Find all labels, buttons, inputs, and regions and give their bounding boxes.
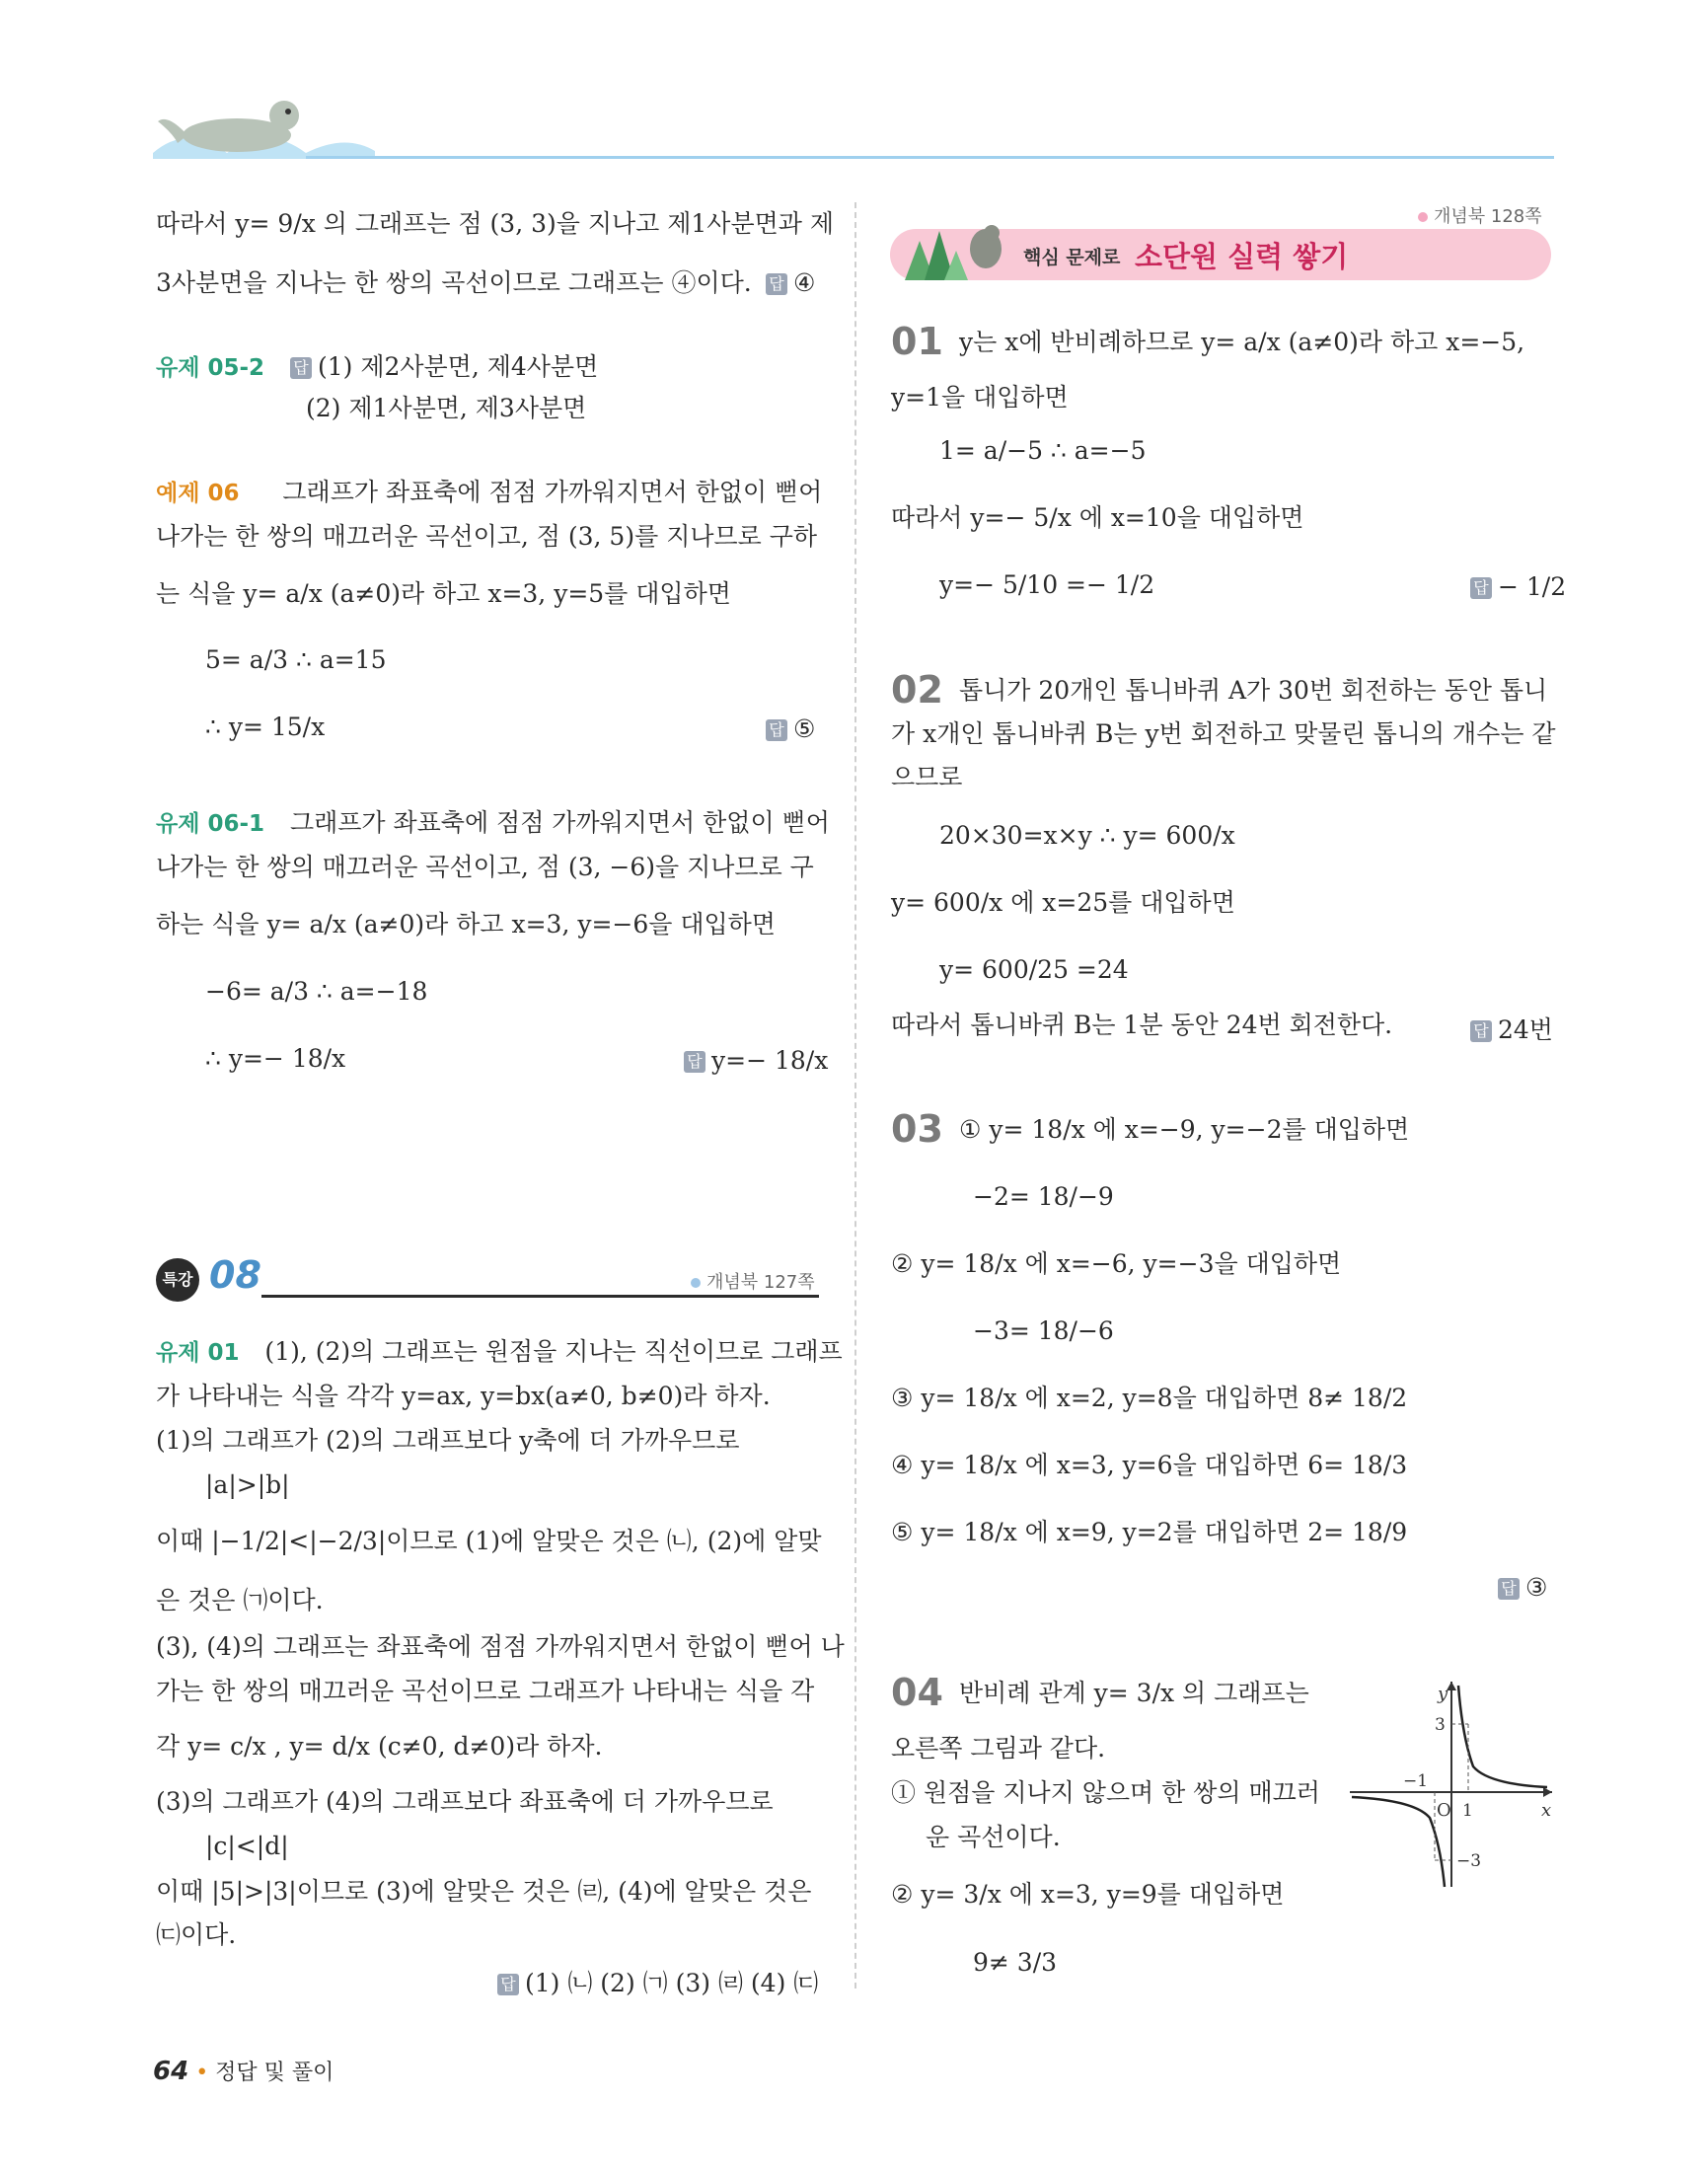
q01-line-2: (1)의 그래프가 (2)의 그래프보다 y축에 더 가까우므로 (156, 1426, 740, 1455)
ex06-line-3: 는 식을 y= a/x (a≠0)라 하고 x=3, y=5를 대입하면 (156, 579, 731, 608)
p03-line-2: ② y= 18/x 에 x=−6, y=−3을 대입하면 (891, 1249, 1342, 1278)
tree-bird-icon (895, 211, 1013, 282)
answer-icon: 답 (1470, 1020, 1492, 1042)
q01-line-8: 각 y= c/x , y= d/x (c≠0, d≠0)라 하자. (156, 1732, 603, 1761)
answer-p01: 답 − 1/2 (1470, 572, 1566, 601)
p04-line-4: 운 곡선이다. (926, 1823, 1061, 1851)
intro-line-2: 3사분면을 지나는 한 쌍의 곡선이므로 그래프는 ④이다. (156, 268, 752, 297)
answer-icon: 답 (766, 719, 787, 741)
answer-icon: 답 (497, 1974, 519, 1995)
page-number: 64 (153, 2057, 189, 2086)
p01-line-5: y=− 5/10 =− 1/2 (939, 570, 1155, 599)
p01-line-4: 따라서 y=− 5/x 에 x=10을 대입하면 (891, 503, 1304, 532)
q01-line-1: 가 나타내는 식을 각각 y=ax, y=bx(a≠0, b≠0)라 하자. (156, 1382, 771, 1410)
column-divider (854, 202, 856, 1988)
ref-dot-icon (1418, 212, 1428, 222)
answer-intro: 답 ④ (766, 268, 815, 297)
p02-line-2: 가 x개인 톱니바퀴 B는 y번 회전하고 맞물린 톱니의 개수는 같 (891, 719, 1556, 748)
q01-line-5: 은 것은 ㈀이다. (156, 1586, 324, 1614)
answer-q01: 답 (1) ㈁ (2) ㈀ (3) ㈃ (4) ㈂ (497, 1964, 818, 1999)
answer-icon: 답 (290, 357, 312, 379)
q0502-line-1: 유제 05-2 답 (1) 제2사분면, 제4사분면 (156, 352, 599, 381)
graph-tick-1: 1 (1462, 1801, 1473, 1821)
p03-line-0: ① y= 18/x 에 x=−9, y=−2를 대입하면 (959, 1115, 1410, 1144)
graph-origin-label: O (1437, 1800, 1451, 1821)
p03-line-6: ⑤ y= 18/x 에 x=9, y=2를 대입하면 2= 18/9 (891, 1518, 1408, 1546)
header-decoration (148, 94, 1559, 163)
page-footer (153, 2056, 334, 2086)
q01-line-9: (3)의 그래프가 (4)의 그래프보다 좌표축에 더 가까우므로 (156, 1787, 774, 1816)
p03-line-3: −3= 18/−6 (973, 1316, 1114, 1345)
q01-line-0: 유제 01 (1), (2)의 그래프는 원점을 지나는 직선이므로 그래프 (156, 1337, 843, 1366)
p04-line-5: ② y= 3/x 에 x=3, y=9를 대입하면 (891, 1880, 1285, 1909)
q01-line-3: |a|>|b| (205, 1470, 290, 1499)
q01-line-11: 이때 |5|>|3|이므로 (3)에 알맞은 것은 ㈃, (4)에 알맞은 것은 (156, 1877, 812, 1906)
ex06-line-5: ∴ y= 15/x (205, 713, 326, 741)
p02-line-6: y= 600/25 =24 (939, 955, 1129, 984)
q0502-line-2: (2) 제1사분면, 제3사분면 (306, 394, 587, 422)
answer-p03: 답 ③ (1498, 1573, 1547, 1602)
section-ref: 개념북 128쪽 (1418, 202, 1542, 228)
p03-line-5: ④ y= 18/x 에 x=3, y=6을 대입하면 6= 18/3 (891, 1451, 1408, 1479)
q0601-line-4: −6= a/3 ∴ a=−18 (205, 977, 428, 1006)
ex06-line-4: 5= a/3 ∴ a=15 (205, 645, 387, 674)
lecture-ref: 개념북 127쪽 (691, 1268, 815, 1294)
problem-03-number: 03 (891, 1107, 943, 1151)
q01-line-4: 이때 |−1/2|<|−2/3|이므로 (1)에 알맞은 것은 ㈁, (2)에 알맞 (156, 1527, 822, 1555)
ref-dot-icon (691, 1278, 701, 1288)
graph-x-label: x (1541, 1800, 1552, 1821)
problem-01-number: 01 (891, 320, 943, 363)
q0601-line-1: 유제 06-1 그래프가 좌표축에 점점 가까워지면서 한없이 뻗어 (156, 808, 830, 837)
p01-line-2: y=1을 대입하면 (891, 383, 1069, 412)
p04-line-3: ① 원점을 지나지 않으며 한 쌍의 매끄러 (891, 1778, 1320, 1807)
ex06-label: 예제 06 (156, 481, 240, 506)
intro-line-1: 따라서 y= 9/x 의 그래프는 점 (3, 3)을 지나고 제1사분면과 제 (156, 209, 834, 238)
p02-line-3: 으므로 (891, 763, 963, 791)
graph-tick-neg3: −3 (1456, 1851, 1482, 1871)
answer-q0601: 답 y=− 18/x (684, 1046, 828, 1075)
answer-p02: 답 24번 (1470, 1011, 1553, 1046)
problem-04-number: 04 (891, 1671, 943, 1714)
p01-line-3: 1= a/−5 ∴ a=−5 (939, 436, 1147, 465)
p04-line-6: 9≠ 3/3 (973, 1948, 1058, 1977)
graph-y-label: y (1438, 1684, 1448, 1704)
footer-dot-icon: • (195, 2061, 209, 2085)
q0601-label: 유제 06-1 (156, 811, 264, 837)
answer-icon: 답 (1498, 1578, 1520, 1600)
p03-line-4: ③ y= 18/x 에 x=2, y=8을 대입하면 8≠ 18/2 (891, 1384, 1408, 1412)
problem-02-number: 02 (891, 668, 943, 712)
ex06-line-1: 예제 06 그래프가 좌표축에 점점 가까워지면서 한없이 뻗어 (156, 478, 823, 506)
q01-label: 유제 01 (156, 1340, 240, 1366)
q0601-line-5: ∴ y=− 18/x (205, 1044, 346, 1073)
q0601-line-3: 하는 식을 y= a/x (a≠0)라 하고 x=3, y=−6을 대입하면 (156, 910, 776, 938)
hyperbola-graph (1350, 1678, 1559, 1890)
lecture-number: 08 (209, 1253, 261, 1297)
banner-title: 소단원 실력 쌓기 (1135, 240, 1349, 273)
footer-title: 정답 및 풀이 (215, 2061, 334, 2085)
q01-line-12: ㈂이다. (156, 1920, 237, 1949)
p04-line-1: 반비례 관계 y= 3/x 의 그래프는 (959, 1679, 1309, 1707)
lecture-badge: 특강 (156, 1258, 199, 1302)
banner-prefix: 핵심 문제로 (1023, 247, 1121, 268)
p03-line-1: −2= 18/−9 (973, 1182, 1114, 1211)
answer-icon: 답 (1470, 577, 1492, 599)
p04-line-2: 오른쪽 그림과 같다. (891, 1734, 1106, 1763)
q0502-label: 유제 05-2 (156, 355, 264, 381)
p01-line-1: y는 x에 반비례하므로 y= a/x (a≠0)라 하고 x=−5, (959, 328, 1525, 356)
p02-line-7: 따라서 톱니바퀴 B는 1분 동안 24번 회전한다. (891, 1011, 1393, 1039)
section-banner (890, 229, 1551, 280)
lecture-rule (261, 1295, 819, 1298)
q01-line-7: 가는 한 쌍의 매끄러운 곡선이므로 그래프가 나타내는 식을 각 (156, 1677, 815, 1705)
p02-line-5: y= 600/x 에 x=25를 대입하면 (891, 888, 1235, 917)
ex06-line-2: 나가는 한 쌍의 매끄러운 곡선이고, 점 (3, 5)를 지나므로 구하 (156, 522, 818, 551)
graph-tick-neg1: −1 (1403, 1771, 1429, 1791)
answer-ex06: 답 ⑤ (766, 714, 815, 743)
answer-icon: 답 (766, 273, 787, 295)
graph-tick-3: 3 (1435, 1715, 1446, 1735)
answer-icon: 답 (684, 1051, 705, 1073)
q0601-line-2: 나가는 한 쌍의 매끄러운 곡선이고, 점 (3, −6)을 지나므로 구 (156, 853, 814, 881)
p02-line-4: 20×30=x×y ∴ y= 600/x (939, 821, 1235, 850)
p02-line-1: 톱니가 20개인 톱니바퀴 A가 30번 회전하는 동안 톱니 (959, 676, 1548, 705)
q01-line-6: (3), (4)의 그래프는 좌표축에 점점 가까워지면서 한없이 뻗어 나 (156, 1632, 845, 1661)
q01-line-10: |c|<|d| (205, 1832, 289, 1860)
